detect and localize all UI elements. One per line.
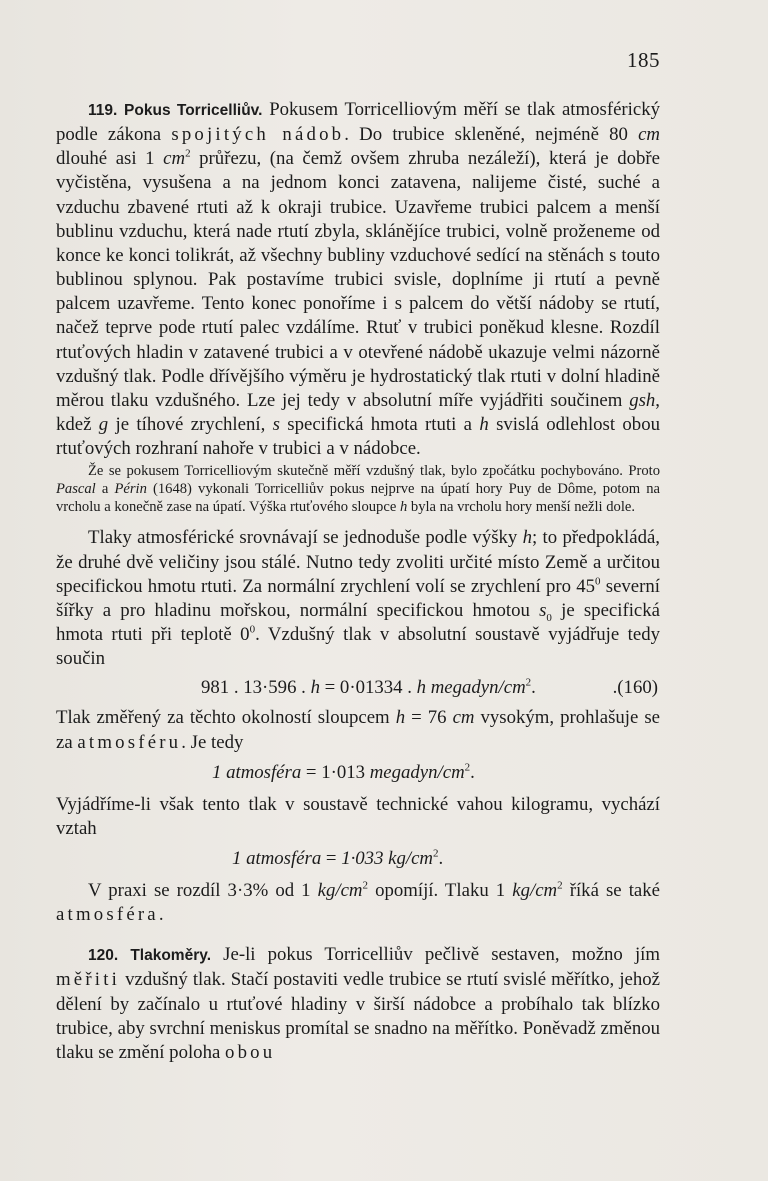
text: Tlaky atmosférické srovnávají se jednoduše podle výšky (88, 527, 523, 549)
text: Pokusem Torricelliovým měří se tlak atmosférický podle zákona (56, 99, 660, 146)
section-119-title: Pokus Torricelliův. (124, 102, 263, 119)
math-var: h (479, 414, 489, 436)
text: . (531, 677, 536, 699)
equation-160-formula (201, 676, 536, 700)
text: = 0·01334 . (319, 677, 417, 699)
text: Že se pokusem Torricelliovým skutečně měří vzdušný tlak, bylo zpočátku pochybováno. Proto (88, 463, 660, 480)
text: průřezu, (na čemž ovšem zhruba nezáleží), která je dobře vyčistěna, vysušena a na jednom konci zatavena, nalijeme čisté, suché a vzduchu zbavené rtuti až k okraji trubice. Uzavřeme trubici palcem a menší bublinu vzduchu, která nade rtutí zbyla, sklánějíce trubici, volně proženeme od konce ke konci tolikrát, až všechny bubliny vzduchové sedící na stěnách s touto bublinou splynou. Pak postavíme trubici svisle, doplníme ji rtutí a pevně palcem uzavřeme. Tento konec ponoříme i s palcem do větší nádoby se rtutí, načež teprve pode rtutí palec vzdálíme. Rtuť v trubici poněkud klesne. Rozdíl rtuťových hladin v zatavené trubici a v otevřené nádobě ukazuje velmi názorně vzdušný tlak. Podle dřívějšího výměru je hydrostatický tlak rtuti v dolní hladině měrou tlaku vzdušného. Lze jej tedy v absolutní míře vyjádřiti součinem (56, 148, 660, 411)
spaced-term: měřiti (56, 969, 121, 991)
spaced-term: atmosféra (56, 904, 159, 926)
text: V praxi se rozdíl 3·3 (88, 880, 253, 902)
section-119-number: 119. (88, 102, 118, 119)
paragraph-technical-units (56, 793, 660, 841)
math-var: g (98, 414, 109, 436)
text: 981 . 13·596 . (201, 677, 311, 699)
paragraph-practice (56, 879, 660, 927)
math-var: h (395, 707, 406, 729)
text: vzdušný tlak. Stačí postaviti vedle trubice se rtutí svislé měřítko, jehož dělení by začínalo u rtuťové hladiny v širší nádobce a probíhalo tak blízko trubice, aby svrchní meniskus promítal se snadno na měřítko. Poněvadž změnou tlaku se změní poloha (56, 969, 660, 1063)
text: je specifická hmota rtuti při teplotě 0 (56, 599, 660, 646)
person-name: Périn (114, 481, 147, 498)
text: severní šířky a pro hladinu mořskou, normální specifickou hmotou (56, 575, 660, 621)
page-body (56, 98, 660, 1065)
text: svislá odlehlost obou rtuťových rozhraní nahoře v trubici a v nádobce. (56, 414, 660, 460)
unit: kg/cm (317, 880, 363, 902)
math-term: 1 atmosféra (212, 761, 302, 783)
superscript: 2 (185, 148, 191, 161)
text: opomíjí. Tlaku 1 (368, 880, 513, 902)
math-term: 1·033 kg/cm (341, 848, 434, 870)
paragraph-atmosphere-def (56, 706, 660, 754)
paragraph-120 (56, 943, 660, 1065)
text: . (158, 904, 164, 926)
unit: kg/cm (512, 880, 558, 902)
superscript: 2 (464, 761, 471, 774)
text: od 1 (268, 880, 318, 902)
superscript: 2 (525, 677, 532, 690)
superscript: 0 (249, 623, 256, 636)
equation-atm-kg (56, 847, 660, 871)
text: je tíhové zrychlení, (108, 414, 273, 436)
percent-sign: % (252, 880, 269, 902)
superscript: 2 (557, 879, 563, 892)
text: . Vzdušný tlak v absolutní soustavě vyjádřuje tedy součin (56, 624, 660, 670)
paragraph-119-intro (56, 98, 660, 461)
math-term: 1 atmosféra (232, 848, 322, 870)
text: Je-li pokus Torricelliův pečlivě sestaven, možno jím (211, 944, 661, 966)
historical-note (56, 463, 660, 516)
spaced-term: spojitých nádob (171, 124, 345, 146)
math-var: h (522, 527, 533, 549)
text: (1648) vykonali Torricelliův pokus nejprve na úpatí hory Puy de Dôme, potom na vrcholu a konečně zase na úpatí. Výška rtuťového sloupce (56, 481, 660, 515)
text: dlouhé asi 1 (56, 148, 164, 170)
math-var: gsh (629, 389, 656, 411)
text: ; to předpokládá, že druhé dvě veličiny jsou stálé. Nutno tedy zvoliti určité místo Země a určitou specifickou hmotu rtuti. Za normální zrychlení volí se zrychlení pro 45 (56, 527, 660, 597)
superscript: 2 (433, 847, 439, 860)
text: = (321, 848, 342, 870)
text: . Do trubice skleněné, nejméně 80 (344, 124, 639, 146)
equation-number: .(160) (612, 677, 658, 699)
spacer (56, 927, 660, 933)
equation-160 (56, 676, 660, 700)
text: . (438, 848, 444, 870)
superscript: 2 (362, 879, 368, 892)
spaced-term: atmosféru (77, 731, 182, 753)
section-120-title: Tlakoměry. (130, 947, 212, 965)
text: = 1·013 (301, 761, 370, 783)
unit: h megadyn/cm (416, 677, 526, 699)
unit: megadyn/cm (369, 761, 465, 783)
unit: cm (452, 707, 475, 729)
page-number: 185 (627, 48, 660, 72)
equation-atm-megadyn (56, 761, 660, 785)
text: vysokým, prohlašuje se za (56, 707, 660, 753)
section-120-number: 120. (88, 947, 119, 965)
paragraph-pressure-comparison (56, 526, 660, 671)
text: Tlak změřený za těchto okolností sloupcem (56, 707, 396, 729)
math-var: h (399, 498, 408, 515)
text: specifická hmota rtuti a (279, 414, 480, 436)
subscript: 0 (546, 611, 552, 624)
unit: cm (163, 148, 186, 170)
text: . (470, 761, 475, 783)
unit: cm (638, 124, 660, 146)
spaced-term: obou (225, 1041, 276, 1063)
superscript: 0 (595, 575, 601, 588)
math-var: s (539, 599, 547, 621)
text: . Je tedy (181, 731, 244, 753)
text: byla na vrcholu hory menší nežli dole. (407, 498, 636, 515)
text: říká se také (562, 880, 660, 902)
text: = 76 (405, 707, 453, 729)
math-var: h (310, 677, 320, 699)
math-var: s (272, 414, 280, 436)
person-name: Pascal (56, 481, 96, 498)
text: Vyjádříme-li však tento tlak v soustavě technické vahou kilogramu, vychází vztah (56, 793, 660, 839)
text: , kdež (56, 389, 660, 436)
text: a (95, 481, 115, 498)
